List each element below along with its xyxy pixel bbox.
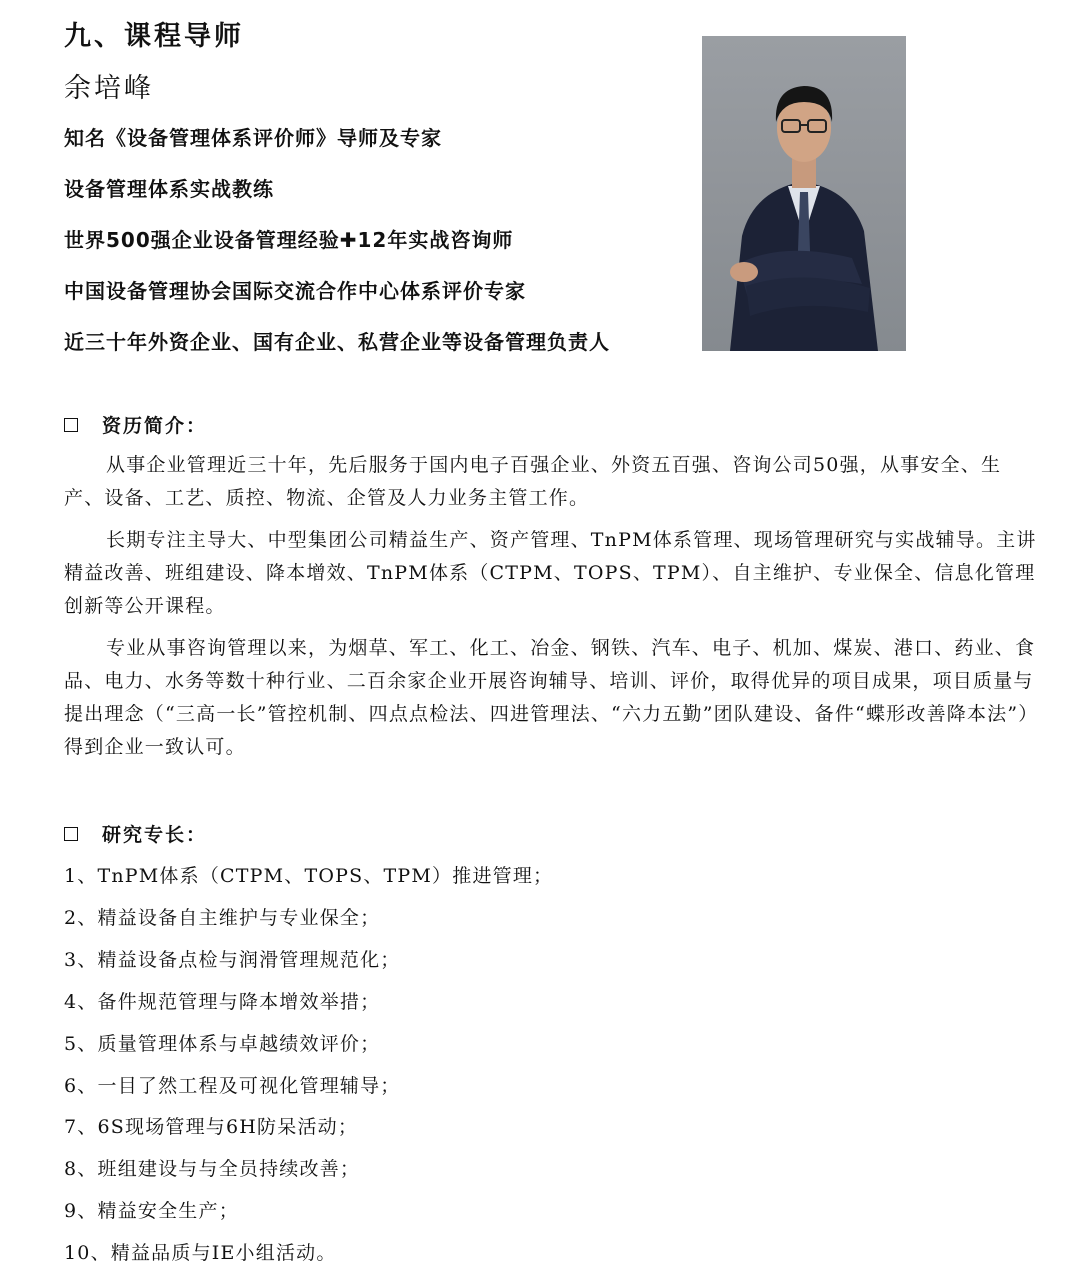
- expertise-item-1: 1、TnPM体系（CTPM、TOPS、TPM）推进管理；: [64, 865, 554, 887]
- resume-heading: [64, 411, 207, 438]
- expertise-item-10: 10、精益品质与IE小组活动。: [64, 1242, 337, 1264]
- expertise-item-8: 8、班组建设与与全员持续改善；: [64, 1158, 361, 1180]
- section-title: 九、课程导师: [64, 21, 244, 52]
- instructor-name: 余培峰: [64, 73, 154, 104]
- instructor-title-3: 世界500强企业设备管理经验✚12年实战咨询师: [64, 228, 514, 252]
- expertise-item-6: 6、一目了然工程及可视化管理辅导；: [64, 1075, 401, 1097]
- instructor-title-4: 中国设备管理协会国际交流合作中心体系评价专家: [64, 279, 526, 303]
- expertise-item-7: 7、6S现场管理与6H防呆活动；: [64, 1116, 359, 1138]
- resume-paragraph-2: 长期专注主导大、中型集团公司精益生产、资产管理、TnPM体系管理、现场管理研究与实战辅导。主讲精益改善、班组建设、降本增效、TnPM体系（CTPM、TOPS、TPM）、自主维护、专业保全、信息化管理创新等公开课程。: [64, 529, 1037, 617]
- expertise-item-2: 2、精益设备自主维护与专业保全；: [64, 907, 381, 929]
- resume-paragraph-1: 从事企业管理近三十年，先后服务于国内电子百强企业、外资五百强、咨询公司50强，从事安全、生产、设备、工艺、质控、物流、企管及人力业务主管工作。: [64, 454, 1002, 509]
- checkbox-icon: [64, 418, 78, 432]
- checkbox-icon: [64, 827, 78, 841]
- expertise-item-4: 4、备件规范管理与降本增效举措；: [64, 991, 381, 1013]
- expertise-item-9: 9、精益安全生产；: [64, 1200, 239, 1222]
- instructor-photo: [702, 36, 906, 351]
- instructor-title-2: 设备管理体系实战教练: [64, 177, 274, 201]
- expertise-item-5: 5、质量管理体系与卓越绩效评价；: [64, 1033, 381, 1055]
- expertise-item-3: 3、精益设备点检与润滑管理规范化；: [64, 949, 401, 971]
- portrait-icon: [702, 36, 906, 351]
- resume-paragraph-3: 专业从事咨询管理以来，为烟草、军工、化工、冶金、钢铁、汽车、电子、机加、煤炭、港口、药业、食品、电力、水务等数十种行业、二百余家企业开展咨询辅导、培训、评价，取得优异的项目成果，项目质量与提出理念（“三高一长”管控机制、四点点检法、四进管理法、“六力五勤”团队建设、备件“蝶形改善降本法”）得到企业一致认可。: [64, 637, 1039, 758]
- instructor-title-5: 近三十年外资企业、国有企业、私营企业等设备管理负责人: [64, 330, 610, 354]
- expertise-heading-label: 研究专长：: [102, 824, 208, 846]
- expertise-heading: [64, 820, 207, 847]
- resume-heading-label: 资历简介：: [102, 415, 208, 437]
- instructor-title-1: 知名《设备管理体系评价师》导师及专家: [64, 126, 442, 150]
